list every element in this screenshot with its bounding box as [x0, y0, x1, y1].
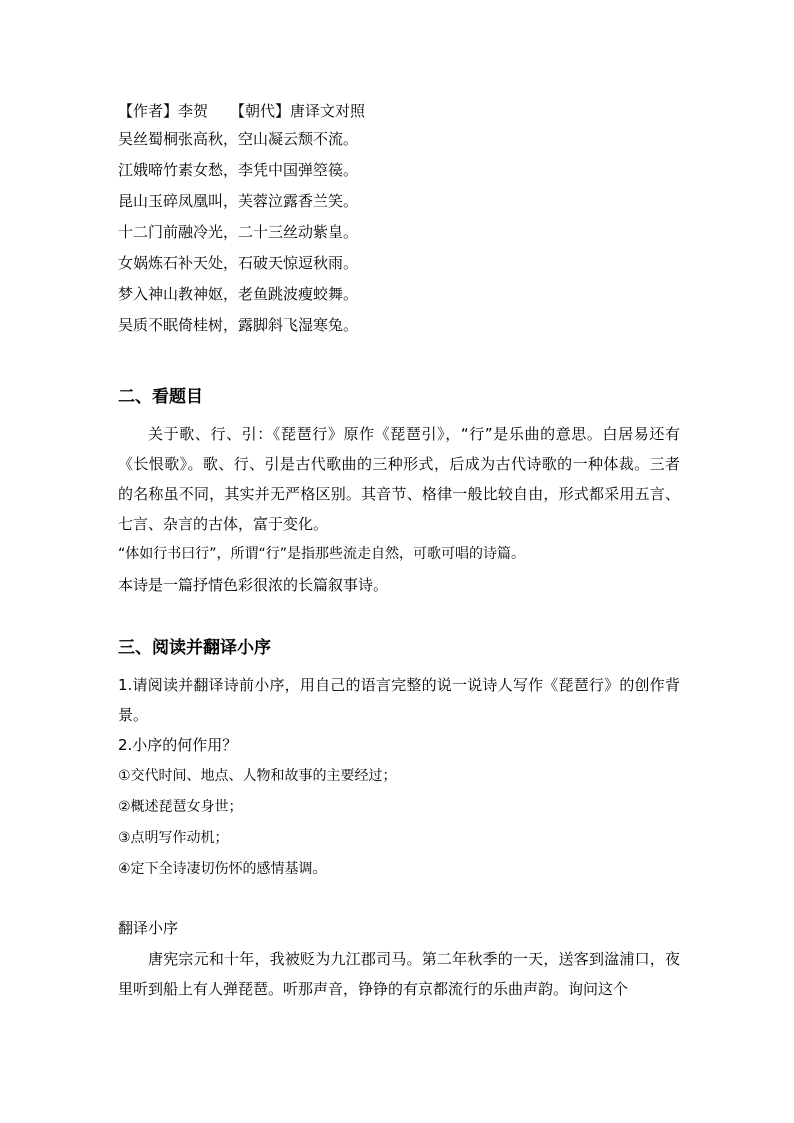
poem-line: 梦入神山教神妪，老鱼跳波瘦蛟舞。 [118, 285, 359, 303]
poem-line: 昆山玉碎凤凰叫，芙蓉泣露香兰笑。 [118, 192, 359, 210]
poem-header [118, 98, 680, 124]
xing-definition-line: “体如行书曰行”，所谓“行”是指那些流走自然，可歌可唱的诗篇。 [118, 546, 526, 562]
question-1: 1.请阅读并翻译诗前小序，用自己的语言完整的说一说诗人写作《琵琶行》的创作背景。 [118, 676, 680, 724]
section-heading-title-analysis: 二、看题目 [118, 387, 203, 407]
question-2: 2.小序的何作用？ [118, 736, 238, 754]
answer-item: ②概述琵琶女身世； [118, 799, 243, 815]
poem-line: 江娥啼竹素女愁，李凭中国弹箜篌。 [118, 161, 359, 179]
poem-line: 吴质不眠倚桂树，露脚斜飞湿寒兔。 [118, 316, 359, 334]
author-tag: 【作者】李贺 [118, 102, 209, 120]
section-heading-preface: 三、阅读并翻译小序 [118, 638, 271, 658]
answer-item: ④定下全诗凄切伤怀的感情基调。 [118, 861, 327, 877]
answer-item: ①交代时间、地点、人物和故事的主要经过； [118, 768, 397, 784]
answer-item: ③点明写作动机； [118, 830, 229, 846]
poem-line: 十二门前融冷光，二十三丝动紫皇。 [118, 223, 359, 241]
dynasty-tag: 【朝代】唐译文对照 [230, 102, 366, 120]
poem-nature-line: 本诗是一篇抒情色彩很浓的长篇叙事诗。 [118, 576, 389, 594]
document-page [118, 98, 680, 1004]
poem-line: 女娲炼石补天处，石破天惊逗秋雨。 [118, 254, 359, 272]
translate-title: 翻译小序 [118, 919, 179, 937]
translate-paragraph: 唐宪宗元和十年，我被贬为九江郡司马。第二年秋季的一天，送客到湓浦口，夜里听到船上有人弹琵琶。听那声音，铮铮的有京都流行的乐曲声韵。询问这个 [118, 950, 680, 998]
title-analysis-paragraph: 关于歌、行、引：《琵琶行》原作《琵琶引》，“行”是乐曲的意思。白居易还有《长恨歌》。歌、行、引是古代歌曲的三种形式，后成为古代诗歌的一种体裁。三者的名称虽不同，其实并无严格区别。其音节、格律一般比较自由，形式都采用五言、七言、杂言的古体，富于变化。 [118, 425, 680, 533]
poem-body [118, 124, 680, 341]
poem-line: 吴丝蜀桐张高秋，空山凝云颓不流。 [118, 130, 359, 148]
